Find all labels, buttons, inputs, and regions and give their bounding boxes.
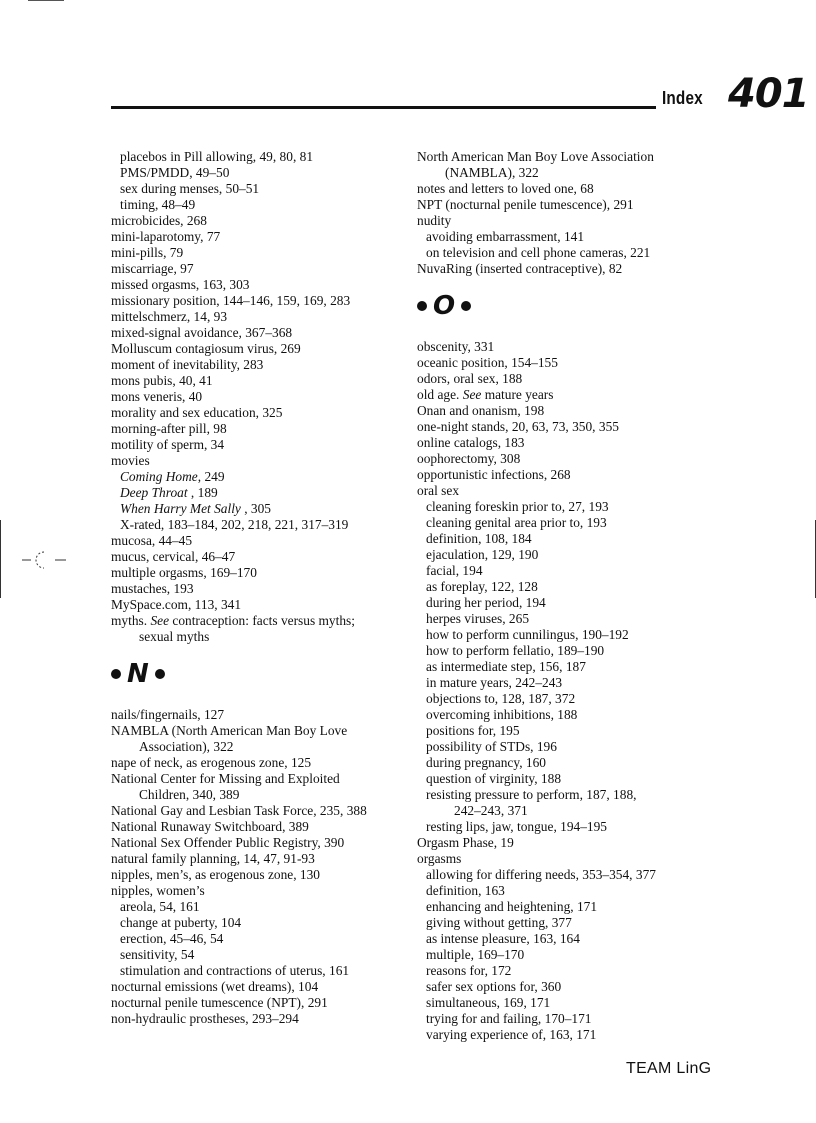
entry-text: mature years [481,387,554,402]
index-entry: NPT (nocturnal penile tumescence), 291 [417,197,634,212]
index-subentry [111,485,401,501]
page-number: 401 [728,71,809,117]
section-letter: N [127,659,149,689]
index-entry: oral sex [417,483,460,498]
index-subentry: positions for, 195 [426,723,520,738]
index-subentry: timing, 48–49 [120,197,196,212]
index-entry: multiple orgasms, 169–170 [111,565,257,580]
section-letter: O [433,291,456,321]
index-subentry: giving without getting, 377 [426,915,572,930]
index-column-left [111,149,401,1027]
index-entry: notes and letters to loved one, 68 [417,181,594,196]
index-entry: mittelschmerz, 14, 93 [111,309,228,324]
index-entry: NuvaRing (inserted contraceptive), 82 [417,261,623,276]
index-entry [417,387,707,403]
index-subentry: sex during menses, 50–51 [120,181,260,196]
index-entry: nudity [417,213,452,228]
index-subentry: as intense pleasure, 163, 164 [426,931,580,946]
index-entry: non-hydraulic prostheses, 293–294 [111,1011,299,1026]
index-entry: mucus, cervical, 46–47 [111,549,236,564]
index-subentry: as intermediate step, 156, 187 [426,659,586,674]
index-subentry: reasons for, 172 [426,963,512,978]
index-subentry: enhancing and heightening, 171 [426,899,598,914]
entry-italic-text: When Harry Met Sally [120,501,241,516]
index-entry: Orgasm Phase, 19 [417,835,514,850]
index-entry: mustaches, 193 [111,581,194,596]
bullet-icon [461,301,471,311]
bullet-icon [155,669,165,679]
entry-text: , 249 [197,469,225,484]
entry-text: , 189 [187,485,218,500]
index-entry: morning-after pill, 98 [111,421,227,436]
index-entry: NAMBLA (North American Man Boy Love [111,723,348,738]
index-entry: National Gay and Lesbian Task Force, 235, 388 [111,803,367,818]
entry-text: old age. [417,387,463,402]
index-entry: oceanic position, 154–155 [417,355,558,370]
index-subentry: during pregnancy, 160 [426,755,546,770]
index-entry-continuation: sexual myths [139,629,210,644]
index-subentry: resisting pressure to perform, 187, 188, [426,787,637,802]
index-subentry: question of virginity, 188 [426,771,562,786]
index-subentry: trying for and failing, 170–171 [426,1011,592,1026]
index-subentry: change at puberty, 104 [120,915,242,930]
index-subentry: areola, 54, 161 [120,899,200,914]
index-subentry: stimulation and contractions of uterus, 161 [120,963,350,978]
bullet-icon [111,669,121,679]
index-subentry: sensitivity, 54 [120,947,195,962]
index-subentry: definition, 108, 184 [426,531,532,546]
index-entry: mini-pills, 79 [111,245,184,260]
index-subentry: as foreplay, 122, 128 [426,579,538,594]
index-subentry: safer sex options for, 360 [426,979,562,994]
index-subentry [111,501,401,517]
entry-text: , 305 [240,501,271,516]
index-entry: Molluscum contagiosum virus, 269 [111,341,301,356]
index-entry: mons veneris, 40 [111,389,203,404]
bullet-icon [417,301,427,311]
left-edge-mark [0,520,1,598]
index-column-right [417,149,707,1043]
index-entry: miscarriage, 97 [111,261,194,276]
index-entry: mucosa, 44–45 [111,533,193,548]
entry-text: contraception: facts versus myths; [169,613,355,628]
header-rule [111,106,656,109]
index-subentry: on television and cell phone cameras, 221 [426,245,651,260]
index-entry: missed orgasms, 163, 303 [111,277,250,292]
index-entry: nocturnal penile tumescence (NPT), 291 [111,995,328,1010]
index-subentry: simultaneous, 169, 171 [426,995,551,1010]
index-entry: National Runaway Switchboard, 389 [111,819,309,834]
index-entry: mixed-signal avoidance, 367–368 [111,325,293,340]
top-crop-line [28,0,64,1]
index-subentry: how to perform fellatio, 189–190 [426,643,605,658]
index-entry: nails/fingernails, 127 [111,707,225,722]
index-entry: mini-laparotomy, 77 [111,229,221,244]
entry-italic-text: Coming Home [120,469,198,484]
index-subentry: facial, 194 [426,563,483,578]
index-subentry: ejaculation, 129, 190 [426,547,539,562]
index-entry: nipples, men’s, as erogenous zone, 130 [111,867,320,882]
index-entry: natural family planning, 14, 47, 91-93 [111,851,315,866]
index-entry: oophorectomy, 308 [417,451,521,466]
index-entry: orgasms [417,851,462,866]
section-label: Index [662,88,703,108]
footer-tag: TEAM LinG [626,1060,712,1077]
index-entry-continuation: Association), 322 [139,739,234,754]
index-subentry [111,469,401,485]
index-entry: MySpace.com, 113, 341 [111,597,242,612]
index-subentry: cleaning genital area prior to, 193 [426,515,607,530]
index-subentry: varying experience of, 163, 171 [426,1027,597,1042]
index-subentry: resting lips, jaw, tongue, 194–195 [426,819,608,834]
index-entry: online catalogs, 183 [417,435,525,450]
index-subentry: herpes viruses, 265 [426,611,530,626]
index-subentry: in mature years, 242–243 [426,675,563,690]
index-entry: National Center for Missing and Exploited [111,771,340,786]
index-subentry: erection, 45–46, 54 [120,931,224,946]
index-entry: opportunistic infections, 268 [417,467,571,482]
entry-italic-text: See [150,613,170,628]
index-entry: morality and sex education, 325 [111,405,283,420]
index-entry: obscenity, 331 [417,339,495,354]
index-entry [111,613,401,629]
index-subentry: overcoming inhibitions, 188 [426,707,578,722]
index-subentry: objections to, 128, 187, 372 [426,691,576,706]
index-entry: missionary position, 144–146, 159, 169, 283 [111,293,351,308]
index-subentry: allowing for differing needs, 353–354, 377 [426,867,656,882]
index-entry: nape of neck, as erogenous zone, 125 [111,755,312,770]
index-subentry: X-rated, 183–184, 202, 218, 221, 317–319 [120,517,349,532]
index-subentry: how to perform cunnilingus, 190–192 [426,627,629,642]
index-entry: motility of sperm, 34 [111,437,225,452]
index-entry-continuation: (NAMBLA), 322 [445,165,539,180]
index-entry: Onan and onanism, 198 [417,403,545,418]
index-entry: odors, oral sex, 188 [417,371,523,386]
index-entry-continuation: 242–243, 371 [454,803,528,818]
index-subentry: possibility of STDs, 196 [426,739,557,754]
registration-mark-icon [22,548,66,572]
section-heading [417,291,707,321]
index-subentry: during her period, 194 [426,595,546,610]
index-entry: nocturnal emissions (wet dreams), 104 [111,979,319,994]
entry-italic-text: See [462,387,482,402]
index-entry: movies [111,453,150,468]
section-heading [111,659,401,689]
index-subentry: placebos in Pill allowing, 49, 80, 81 [120,149,314,164]
index-subentry: cleaning foreskin prior to, 27, 193 [426,499,609,514]
entry-italic-text: Deep Throat [120,485,188,500]
index-entry: moment of inevitability, 283 [111,357,264,372]
index-subentry: definition, 163 [426,883,505,898]
index-subentry: multiple, 169–170 [426,947,525,962]
index-entry: microbicides, 268 [111,213,207,228]
index-entry: National Sex Offender Public Registry, 390 [111,835,345,850]
index-entry: nipples, women’s [111,883,205,898]
index-subentry: avoiding embarrassment, 141 [426,229,585,244]
entry-text: myths. [111,613,151,628]
index-subentry: PMS/PMDD, 49–50 [120,165,230,180]
index-entry: North American Man Boy Love Association [417,149,654,164]
index-entry: mons pubis, 40, 41 [111,373,213,388]
index-entry: one-night stands, 20, 63, 73, 350, 355 [417,419,619,434]
index-entry-continuation: Children, 340, 389 [139,787,240,802]
